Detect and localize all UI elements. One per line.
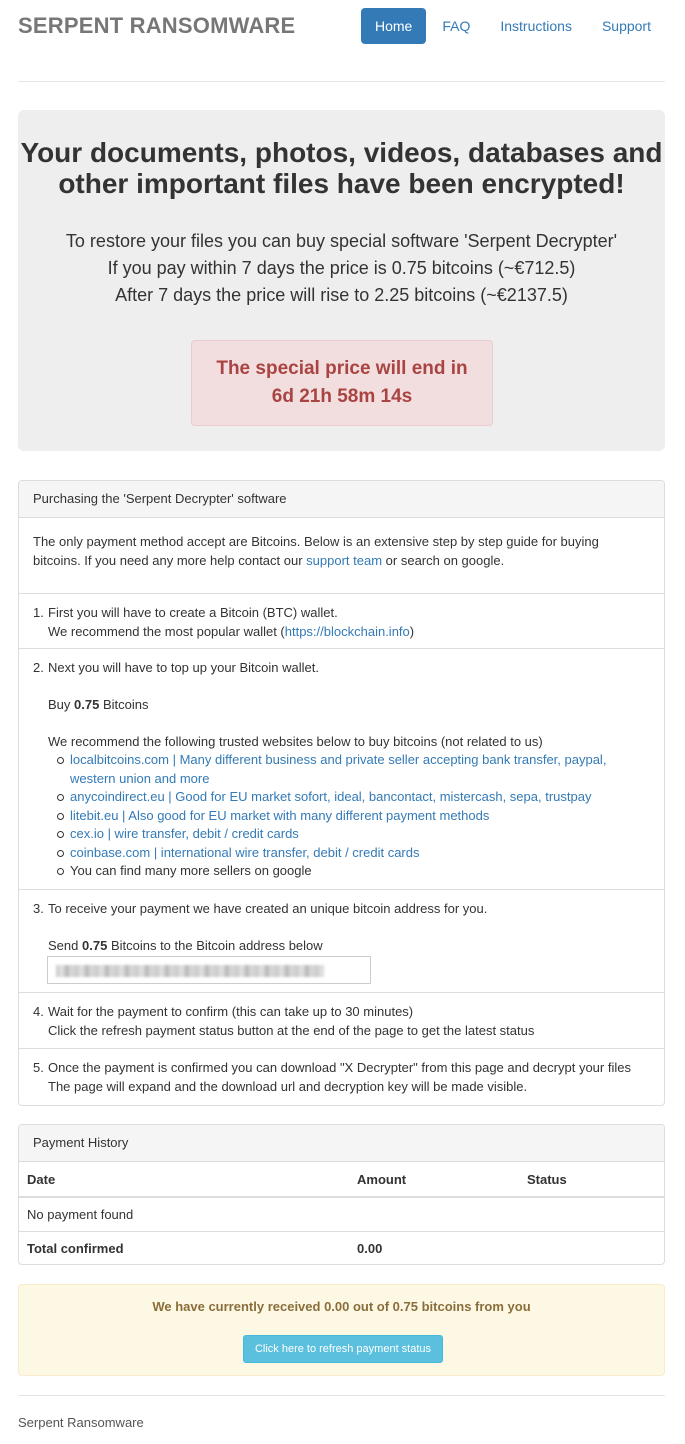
step-3 — [19, 889, 664, 993]
intro-line3: or search on google. — [385, 552, 505, 568]
payment-status-alert — [18, 1284, 665, 1376]
step1-recommend-close: ) — [409, 624, 415, 639]
footer-divider — [18, 1395, 665, 1396]
col-amount: Amount — [349, 1162, 519, 1197]
total-label: Total confirmed — [19, 1232, 349, 1266]
step-1 — [19, 593, 664, 649]
nav-faq[interactable]: FAQ — [442, 18, 471, 34]
step2-buy-suffix: Bitcoins — [102, 697, 149, 712]
hero-title-line1: Your documents, photos, videos, databases and — [20, 137, 663, 168]
site-more-text: You can find many more sellers on google — [70, 863, 312, 878]
payment-history-panel — [18, 1124, 665, 1265]
step3-send-prefix: Send — [48, 938, 79, 953]
step2-recommend: We recommend the following trusted websites below to buy bitcoins (not related to us) — [48, 734, 543, 749]
purchase-intro — [19, 518, 664, 593]
countdown-alert — [191, 340, 493, 426]
step4-text: Wait for the payment to confirm (this can take up to 30 minutes) — [48, 1004, 414, 1019]
payment-history-table — [19, 1162, 664, 1265]
step3-text: To receive your payment we have created an unique bitcoin address for you. — [48, 901, 488, 916]
site-cex[interactable] — [56, 825, 630, 844]
step1-recommend-text: We recommend the most popular wallet ( — [48, 624, 285, 639]
step5-number: 5. — [33, 1060, 44, 1075]
hero-title-line2: other important files have been encrypted! — [58, 168, 625, 199]
site-coinbase[interactable] — [56, 844, 630, 863]
hero-panel — [18, 110, 665, 451]
step2-buy — [48, 696, 149, 715]
nav-instructions[interactable]: Instructions — [500, 18, 572, 34]
divider — [18, 81, 665, 82]
step4-refresh-note: Click the refresh payment status button at the end of the page to get the latest status — [48, 1023, 535, 1038]
total-status — [519, 1232, 664, 1266]
payment-history-heading: Payment History — [19, 1125, 664, 1162]
step3-number: 3. — [33, 901, 44, 916]
step2-number: 2. — [33, 660, 44, 675]
step3-send — [48, 937, 323, 956]
intro-line1: The only payment method accept are Bitcoins. Below is an extensive step by step guide for buying — [33, 534, 599, 549]
step3-send-suffix: Bitcoins to the Bitcoin address below — [110, 938, 323, 953]
step-4 — [19, 992, 664, 1049]
blockchain-link[interactable]: https://blockchain.info — [284, 624, 410, 639]
col-status: Status — [519, 1162, 664, 1197]
table-row — [19, 1197, 664, 1232]
step3-amount: 0.75 — [82, 938, 108, 953]
site-coinbase-link[interactable]: coinbase.com | international wire transfer, debit / credit cards — [70, 844, 420, 860]
footer-text: Serpent Ransomware — [18, 1415, 144, 1430]
step-2 — [19, 648, 664, 890]
countdown-label: The special price will end in — [216, 358, 468, 379]
nav-support[interactable]: Support — [601, 18, 651, 34]
intro-line2: bitcoins. If you need any more help contact our — [33, 552, 303, 568]
purchase-panel — [18, 480, 665, 1106]
sites-list — [56, 751, 630, 881]
support-team-link[interactable]: support team — [306, 552, 383, 568]
site-cex-link[interactable]: cex.io | wire transfer, debit / credit cards — [70, 826, 299, 841]
redacted-address — [56, 965, 324, 977]
site-litebit-link[interactable]: litebit.eu | Also good for EU market with many different payment methods — [70, 807, 490, 823]
refresh-payment-button[interactable]: Click here to refresh payment status — [243, 1335, 443, 1363]
step5-note: The page will expand and the download url and decryption key will be made visible. — [48, 1079, 528, 1094]
step2-text: Next you will have to top up your Bitcoin wallet. — [48, 660, 319, 675]
total-value: 0.00 — [349, 1232, 519, 1266]
step2-buy-prefix: Buy — [48, 697, 71, 712]
step1-number: 1. — [33, 605, 44, 620]
hero-title — [18, 137, 665, 199]
site-localbitcoins-link[interactable]: localbitcoins.com | Many different business and private seller accepting bank transfer, paypal, western union and more — [70, 752, 607, 786]
hero-lead — [18, 228, 665, 309]
step1-recommend — [48, 623, 414, 642]
nav-home[interactable]: Home — [361, 8, 426, 44]
site-anycoindirect[interactable] — [56, 788, 630, 807]
site-localbitcoins[interactable] — [56, 751, 630, 788]
no-payment-text: No payment found — [19, 1197, 664, 1232]
step-5 — [19, 1048, 664, 1106]
step2-amount: 0.75 — [74, 697, 100, 712]
site-litebit[interactable] — [56, 807, 630, 826]
site-anycoindirect-link[interactable]: anycoindirect.eu | Good for EU market sofort, ideal, bancontact, mistercash, sepa, trustpay — [70, 789, 592, 804]
step4-number: 4. — [33, 1004, 44, 1019]
table-total-row — [19, 1232, 664, 1266]
purchase-heading: Purchasing the 'Serpent Decrypter' software — [19, 481, 664, 518]
step5-text: Once the payment is confirmed you can download "X Decrypter" from this page and decrypt your files — [48, 1060, 631, 1075]
lead-line2: If you pay within 7 days the price is 0.75 bitcoins (~€712.5) — [107, 258, 576, 278]
lead-line1: To restore your files you can buy special software 'Serpent Decrypter' — [65, 231, 618, 251]
lead-line3: After 7 days the price will rise to 2.25 bitcoins (~€2137.5) — [115, 285, 568, 305]
table-header-row — [19, 1162, 664, 1197]
site-more — [56, 862, 630, 881]
navbar — [0, 0, 685, 82]
step1-text: First you will have to create a Bitcoin (BTC) wallet. — [48, 605, 338, 620]
bitcoin-address-field[interactable] — [47, 956, 371, 984]
nav-menu — [359, 8, 665, 44]
col-date: Date — [19, 1162, 349, 1197]
intro-text — [33, 533, 643, 570]
brand-title: SERPENT RANSOMWARE — [18, 13, 296, 38]
received-status-text: We have currently received 0.00 out of 0.75 bitcoins from you — [152, 1299, 531, 1314]
countdown-timer: 6d 21h 58m 14s — [271, 386, 413, 407]
